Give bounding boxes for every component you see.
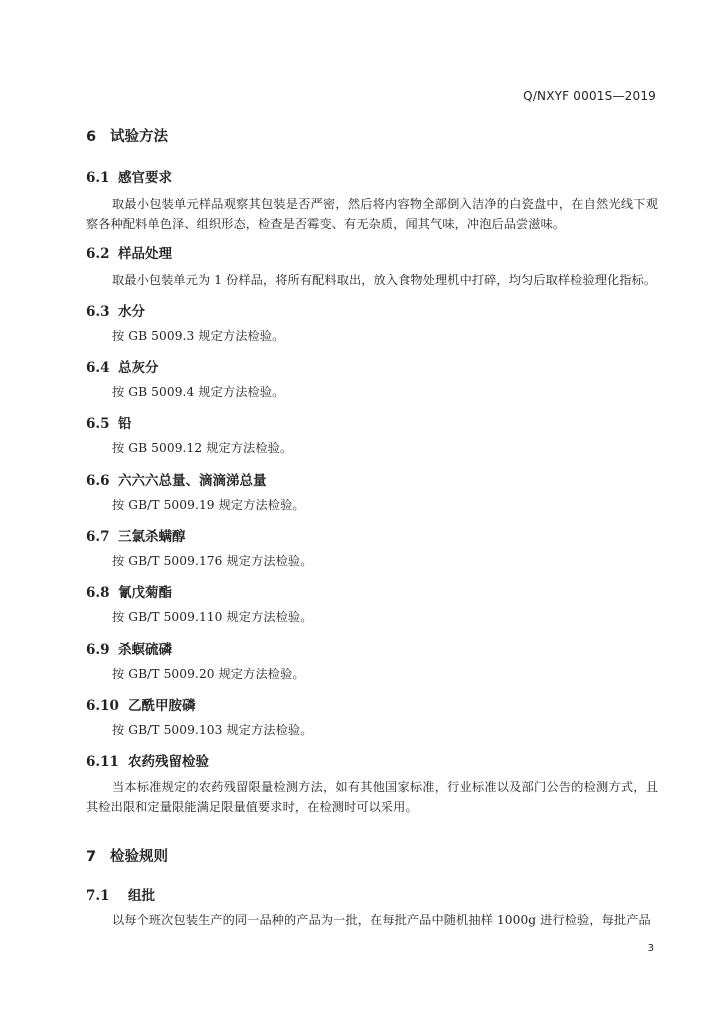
section-title: 六六六总量、滴滴涕总量 bbox=[118, 473, 267, 489]
section-number: 6.9 bbox=[86, 642, 110, 658]
section-title: 杀螟硫磷 bbox=[118, 642, 172, 658]
section-6-11-heading bbox=[86, 750, 209, 770]
section-number: 6.4 bbox=[86, 360, 110, 376]
section-6-7-heading bbox=[86, 525, 186, 545]
section-title: 氰戊菊酯 bbox=[118, 585, 172, 601]
section-7-1-heading bbox=[86, 884, 155, 904]
section-6-5-heading bbox=[86, 412, 132, 432]
section-number: 6.2 bbox=[86, 246, 110, 262]
section-6-3-text: 按 GB 5009.3 规定方法检验。 bbox=[112, 329, 285, 343]
section-6-11-text: 当本标准规定的农药残留限量检测方法，如有其他国家标准，行业标准以及部门公告的检测方式，且其检出限和定量限能满足限量值要求时，在检测时可以采用。 bbox=[86, 780, 658, 814]
section-title: 水分 bbox=[118, 304, 145, 320]
section-6-8-text: 按 GB/T 5009.110 规定方法检验。 bbox=[112, 610, 313, 624]
section-6-2-heading bbox=[86, 242, 172, 262]
section-6-10-text: 按 GB/T 5009.103 规定方法检验。 bbox=[112, 723, 313, 737]
section-6-3-heading bbox=[86, 300, 145, 320]
section-title: 农药残留检验 bbox=[128, 754, 209, 770]
section-number: 6.7 bbox=[86, 529, 110, 545]
section-number: 6.3 bbox=[86, 304, 110, 320]
section-6-5-text: 按 GB 5009.12 规定方法检验。 bbox=[112, 441, 293, 455]
section-6-1-text: 取最小包装单元样品观察其包装是否严密，然后将内容物全部倒入洁净的白瓷盘中，在自然光线下观察各种配料单色泽、组织形态，检查是否霉变、有无杂质，闻其气味，冲泡后品尝滋味。 bbox=[86, 197, 658, 231]
section-number: 6.1 bbox=[86, 170, 110, 186]
section-6-4-heading bbox=[86, 356, 159, 376]
section-title: 试验方法 bbox=[110, 129, 168, 145]
section-6-10-heading bbox=[86, 694, 196, 714]
section-number: 6.10 bbox=[86, 698, 119, 714]
section-6-8-heading bbox=[86, 581, 172, 601]
section-6-9-heading bbox=[86, 638, 172, 658]
section-number: 6.6 bbox=[86, 473, 110, 489]
section-7-1-text: 以每个班次包装生产的同一品种的产品为一批，在每批产品中随机抽样 1000g 进行检验，每批产品 bbox=[112, 913, 651, 927]
page-number: 3 bbox=[647, 943, 654, 954]
section-number: 6.8 bbox=[86, 585, 110, 601]
section-6-2-text: 取最小包装单元为 1 份样品，将所有配料取出，放入食物处理机中打碎，均匀后取样检验理化指标。 bbox=[112, 273, 657, 287]
section-6-6-heading bbox=[86, 469, 267, 489]
standard-code: Q/NXYF 0001S—2019 bbox=[523, 89, 656, 103]
section-title: 感官要求 bbox=[118, 170, 172, 186]
section-title: 样品处理 bbox=[118, 246, 172, 262]
section-title: 检验规则 bbox=[110, 849, 168, 865]
section-number: 7 bbox=[86, 849, 97, 865]
section-title: 总灰分 bbox=[118, 360, 159, 376]
section-number: 6 bbox=[86, 129, 97, 145]
section-title: 铅 bbox=[118, 416, 132, 432]
section-6-7-text: 按 GB/T 5009.176 规定方法检验。 bbox=[112, 554, 313, 568]
section-6-6-text: 按 GB/T 5009.19 规定方法检验。 bbox=[112, 498, 305, 512]
section-title: 组批 bbox=[128, 888, 155, 904]
section-title: 乙酰甲胺磷 bbox=[128, 698, 196, 714]
section-number: 7.1 bbox=[86, 888, 110, 904]
section-6-heading bbox=[86, 125, 168, 146]
section-7-heading bbox=[86, 845, 168, 866]
section-title: 三氯杀螨醇 bbox=[118, 529, 186, 545]
section-6-1-heading bbox=[86, 166, 172, 186]
section-number: 6.5 bbox=[86, 416, 110, 432]
section-6-4-text: 按 GB 5009.4 规定方法检验。 bbox=[112, 385, 285, 399]
section-number: 6.11 bbox=[86, 754, 119, 770]
section-6-9-text: 按 GB/T 5009.20 规定方法检验。 bbox=[112, 667, 305, 681]
